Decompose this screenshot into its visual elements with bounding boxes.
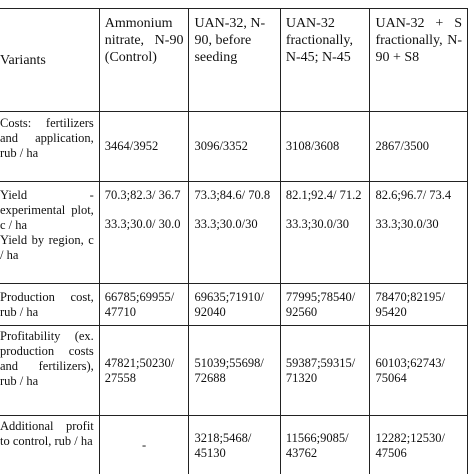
table-cell: 77995;78540/ 92560: [280, 284, 370, 326]
yield-experimental-value: 73.3;84.6/ 70.8: [194, 188, 271, 202]
header-uan32-fractionally: UAN-32 fractionally, N-45; N-45: [280, 9, 370, 112]
table-cell: 69635;71910/ 92040: [189, 284, 280, 326]
table-cell: 3108/3608: [280, 112, 370, 182]
table-cell: 11566;9085/ 43762: [280, 416, 370, 474]
row-label-additional-profit: Additional profit to control, rub / ha: [0, 416, 99, 474]
row-label-profitability: Profitability (ex. production costs and fertilizers), rub / ha: [0, 326, 99, 416]
table-cell: [99, 182, 189, 284]
table-row: [0, 326, 468, 416]
table-row: [0, 112, 468, 182]
row-label-yield-region: Yield by region, c / ha: [0, 233, 94, 262]
header-ammonium-nitrate: Ammonium nitrate, N-90 (Control): [99, 9, 189, 112]
table-row: [0, 416, 468, 474]
yield-experimental-value: 82.6;96.7/ 73.4: [375, 188, 452, 202]
table-cell: 60103;62743/ 75064: [370, 326, 468, 416]
row-label-yield: [0, 182, 99, 284]
yield-region-value: 33.3;30.0/30: [375, 217, 439, 231]
table-cell: 3464/3952: [99, 112, 189, 182]
yield-experimental-value: 82.1;92.4/ 71.2: [285, 188, 362, 202]
table-row: [0, 182, 468, 284]
table-cell: 3096/3352: [189, 112, 280, 182]
table-cell: 66785;69955/ 47710: [99, 284, 189, 326]
table-header-row: [0, 9, 468, 112]
header-uan32-before-seeding: UAN-32, N-90, before seeding: [189, 9, 280, 112]
row-label-costs: Costs: fertilizers and application, rub / ha: [0, 112, 99, 182]
table-cell: 78470;82195/ 95420: [370, 284, 468, 326]
table-cell: 3218;5468/ 45130: [189, 416, 280, 474]
yield-experimental-value: 70.3;82.3/ 36.7: [104, 188, 181, 202]
table-cell: -: [99, 416, 189, 474]
table-row: [0, 284, 468, 326]
yield-region-value: 33.3;30.0/30: [194, 217, 258, 231]
table-cell: 59387;59315/ 71320: [280, 326, 370, 416]
yield-region-value: 33.3;30.0/30: [285, 217, 350, 231]
table-cell: 47821;50230/ 27558: [99, 326, 189, 416]
row-label-production-cost: Production cost, rub / ha: [0, 284, 99, 326]
table-cell: 2867/3500: [370, 112, 468, 182]
yield-region-value: 33.3;30.0/ 30.0: [104, 217, 181, 231]
header-uan32-sulfur: UAN-32 + S fractionally, N-90 + S8: [370, 9, 468, 112]
table-cell: 51039;55698/ 72688: [189, 326, 280, 416]
table-cell: [280, 182, 370, 284]
row-label-yield-experimental: Yield - experimental plot, c / ha: [0, 188, 94, 232]
table-cell: 12282;12530/ 47506: [370, 416, 468, 474]
economic-efficiency-table: [0, 8, 468, 474]
header-variants: Variants: [0, 9, 99, 112]
table-cell: [189, 182, 280, 284]
table-cell: [370, 182, 468, 284]
